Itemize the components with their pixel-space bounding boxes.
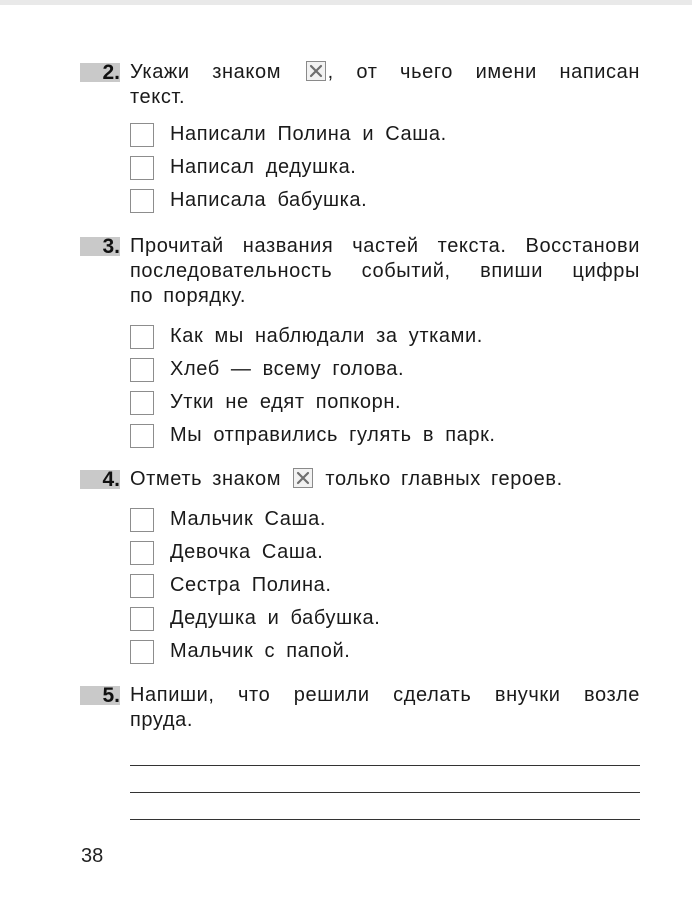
option-checkbox[interactable] — [130, 574, 154, 598]
question-line-1: Напиши, что решили сделать внучки возле — [130, 684, 640, 706]
answer-line-1[interactable] — [130, 765, 640, 766]
page-number: 38 — [81, 845, 104, 867]
answer-line-3[interactable] — [130, 819, 640, 820]
x-mark-icon — [306, 61, 326, 81]
question-line-1 — [130, 60, 640, 85]
option-label: Мальчик с папой. — [170, 640, 351, 662]
question-line-1 — [130, 467, 640, 492]
question-line-3: по порядку. — [130, 285, 246, 307]
task-4 — [80, 467, 640, 662]
option-checkbox[interactable] — [130, 508, 154, 532]
task-number: 4. — [102, 468, 120, 491]
option-label: Как мы наблюдали за утками. — [170, 325, 483, 347]
option-checkbox[interactable] — [130, 156, 154, 180]
task-question — [130, 60, 640, 110]
task-number: 3. — [102, 235, 120, 258]
question-line-2: пруда. — [130, 709, 194, 731]
option-label: Написал дедушка. — [170, 156, 357, 178]
question-text-before-icon: Укажи знаком — [130, 61, 282, 83]
task-question — [130, 467, 640, 492]
question-text-after-icon: только главных героев. — [325, 468, 563, 490]
option-label: Утки не едят попкорн. — [170, 391, 402, 413]
option-label: Девочка Саша. — [170, 541, 324, 563]
question-text-after-icon: , от чьего имени написан — [327, 61, 640, 83]
option-checkbox[interactable] — [130, 325, 154, 349]
option-checkbox[interactable] — [130, 424, 154, 448]
option-label: Написала бабушка. — [170, 189, 368, 211]
question-line-2: текст. — [130, 86, 186, 108]
question-line-1: Прочитай названия частей текста. Восстанови — [130, 235, 640, 257]
option-label: Написали Полина и Саша. — [170, 123, 447, 145]
option-checkbox[interactable] — [130, 358, 154, 382]
task-question — [130, 683, 640, 733]
option-checkbox[interactable] — [130, 123, 154, 147]
option-checkbox[interactable] — [130, 607, 154, 631]
question-line-2: последовательность событий, впиши цифры — [130, 260, 640, 282]
answer-line-2[interactable] — [130, 792, 640, 793]
task-question — [130, 234, 640, 309]
task-number: 5. — [102, 684, 120, 707]
option-label: Мальчик Саша. — [170, 508, 326, 530]
option-checkbox[interactable] — [130, 189, 154, 213]
option-label: Мы отправились гулять в парк. — [170, 424, 496, 446]
task-2 — [80, 60, 640, 211]
x-mark-icon — [293, 468, 313, 488]
task-number: 2. — [102, 61, 120, 84]
option-label: Дедушка и бабушка. — [170, 607, 381, 629]
page-top-edge — [0, 0, 692, 5]
option-label: Сестра Полина. — [170, 574, 332, 596]
option-label: Хлеб — всему голова. — [170, 358, 405, 380]
option-checkbox[interactable] — [130, 640, 154, 664]
option-checkbox[interactable] — [130, 391, 154, 415]
option-checkbox[interactable] — [130, 541, 154, 565]
question-text-before-icon: Отметь знаком — [130, 468, 282, 490]
task-5 — [80, 683, 640, 733]
task-3 — [80, 234, 640, 446]
